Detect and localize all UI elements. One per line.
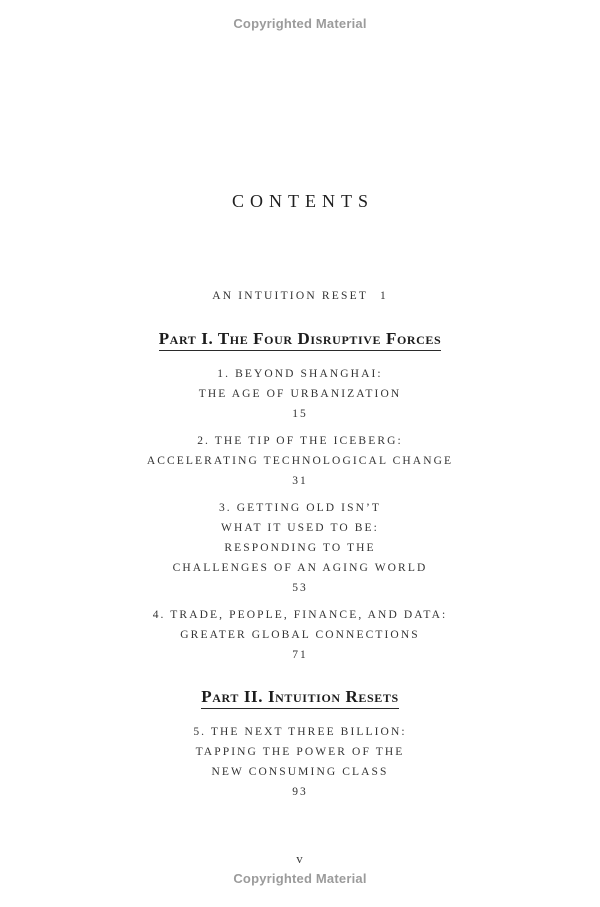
chapter-page-number: 71 <box>292 649 308 661</box>
chapter-page-number: 15 <box>292 408 308 420</box>
chapter-page-number: 31 <box>292 475 308 487</box>
part-heading-1-text: Part I. The Four Disruptive Forces <box>159 329 442 351</box>
intro-page-number: 1 <box>380 290 388 302</box>
part-heading-1 <box>0 329 600 351</box>
chapter-line: GREATER GLOBAL CONNECTIONS <box>180 629 420 641</box>
chapter-line: 3. GETTING OLD ISN’T <box>218 502 382 514</box>
chapter-line: 2. THE TIP OF THE ICEBERG: <box>197 435 403 447</box>
intro-entry <box>0 290 600 302</box>
chapter-line: RESPONDING TO THE <box>224 542 376 554</box>
chapter-page-number: 53 <box>292 582 308 594</box>
chapter-line: ACCELERATING TECHNOLOGICAL CHANGE <box>146 455 454 467</box>
chapter-line: NEW CONSUMING CLASS <box>211 766 389 778</box>
copyright-notice-top: Copyrighted Material <box>233 16 367 31</box>
intro-label: AN INTUITION RESET <box>212 290 369 302</box>
chapter-entry-5 <box>0 722 600 802</box>
chapter-line: THE AGE OF URBANIZATION <box>198 388 402 400</box>
chapter-line: WHAT IT USED TO BE: <box>221 522 379 534</box>
copyright-notice-bottom: Copyrighted Material <box>233 871 367 886</box>
chapter-entry-4 <box>0 605 600 665</box>
chapter-line: 5. THE NEXT THREE BILLION: <box>193 726 407 738</box>
chapter-page-number: 93 <box>292 786 308 798</box>
chapter-line: 4. TRADE, PEOPLE, FINANCE, AND DATA: <box>152 609 448 621</box>
chapter-entry-1 <box>0 364 600 424</box>
part-heading-2 <box>0 687 600 709</box>
page-title: CONTENTS <box>232 191 374 211</box>
chapter-entry-3 <box>0 498 600 598</box>
chapter-line: TAPPING THE POWER OF THE <box>195 746 405 758</box>
folio-page-number: v <box>296 851 304 866</box>
part-heading-2-text: Part II. Intuition Resets <box>201 687 398 709</box>
chapter-entry-2 <box>0 431 600 491</box>
chapter-line: 1. BEYOND SHANGHAI: <box>217 368 383 380</box>
chapter-line: CHALLENGES OF AN AGING WORLD <box>172 562 428 574</box>
